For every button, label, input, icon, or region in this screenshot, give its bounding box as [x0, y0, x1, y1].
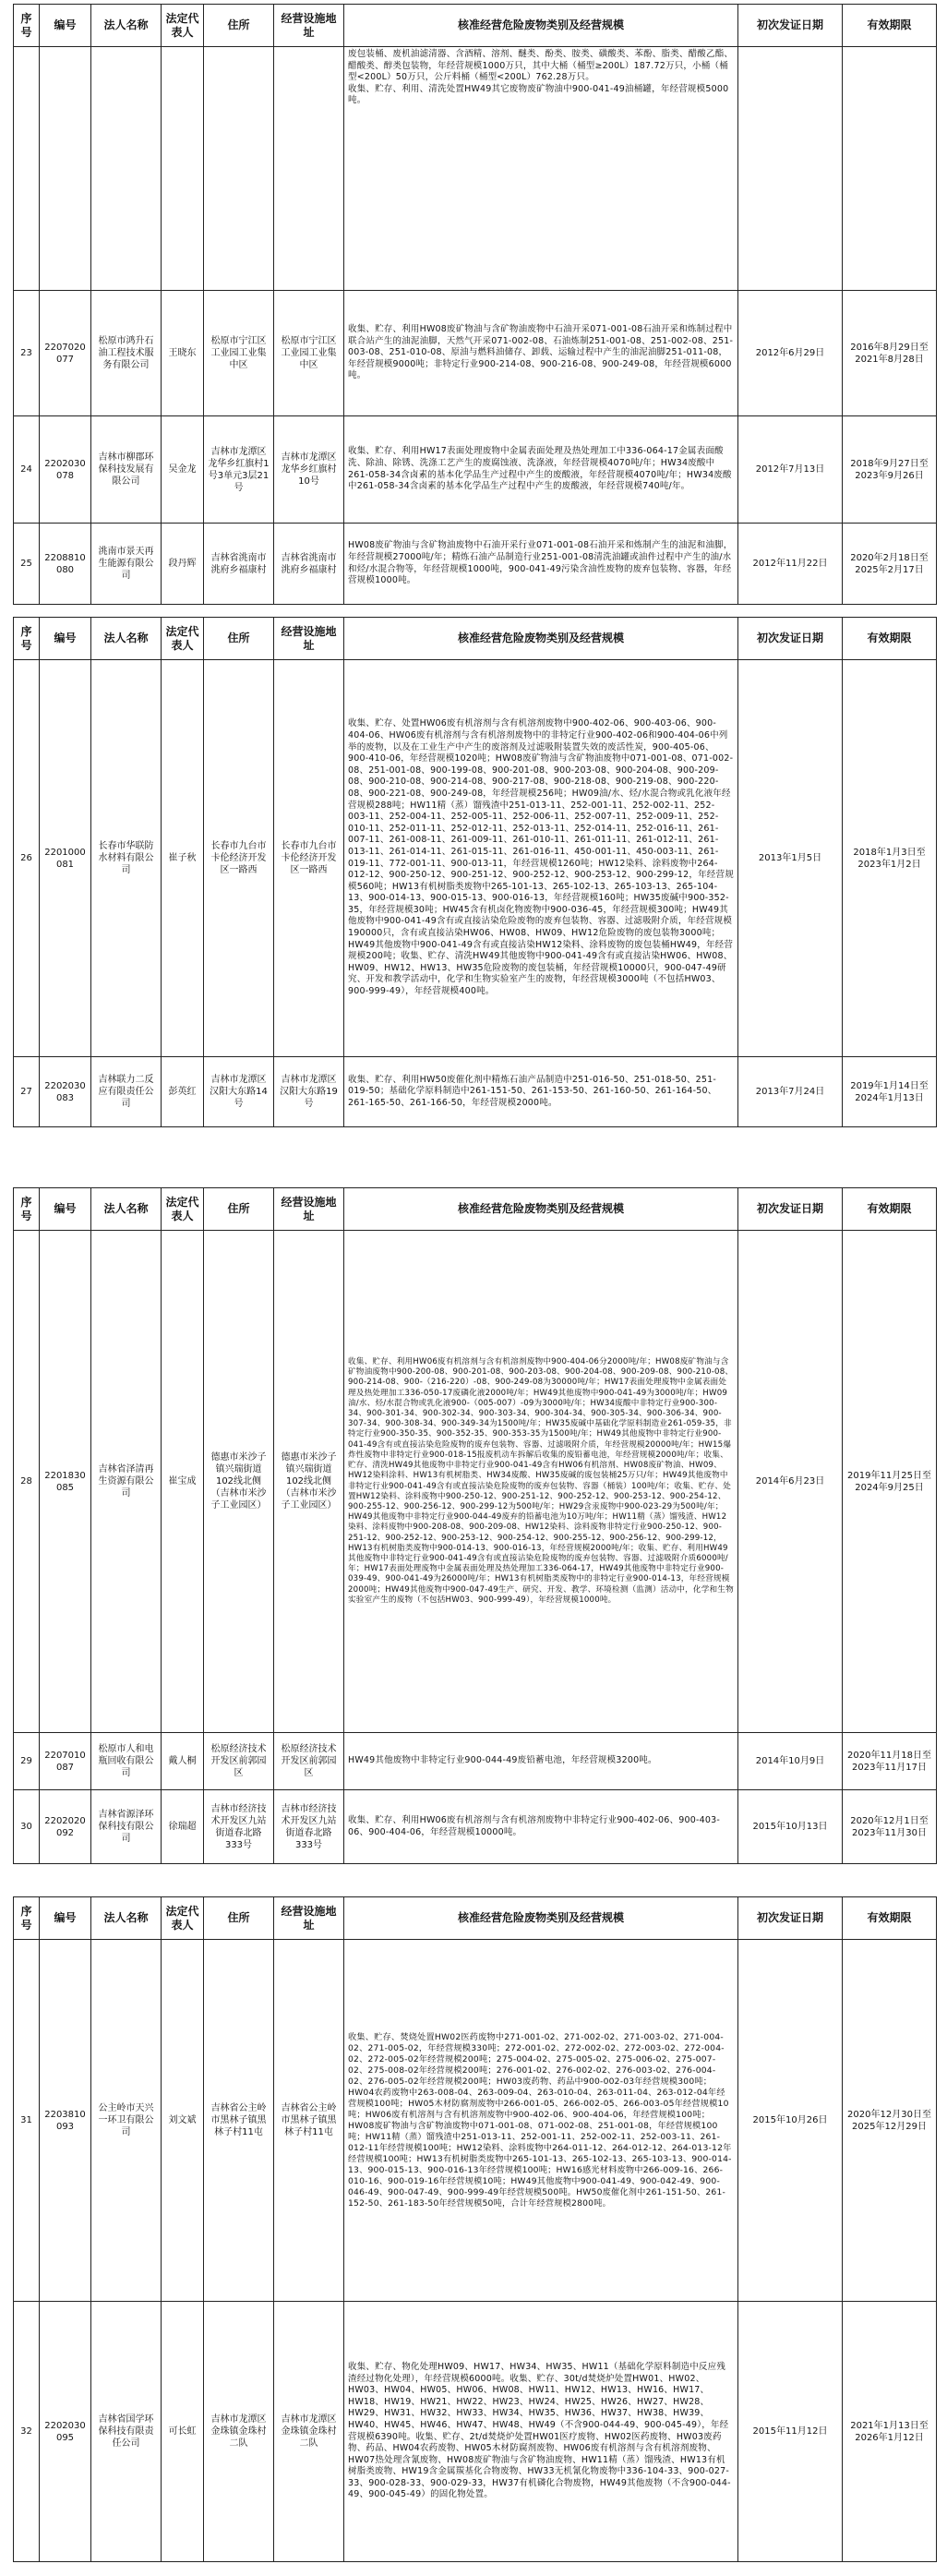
row-rep: 王晓东 — [162, 291, 204, 416]
row-valid: 2020年12月1日至2023年11月30日 — [843, 1790, 937, 1864]
header-addr: 住所 — [204, 1188, 274, 1231]
row-addr: 长春市九台市卡伦经济开发区一路西 — [204, 660, 274, 1057]
row-code: 2202030083 — [40, 1057, 91, 1127]
header-scope: 核准经营危险废物类别及经营规模 — [344, 1897, 738, 1940]
row-scope: 收集、贮存、利用HW08废矿物油与含矿物油废物中石油开采071-001-08石油开采和炼制过程中联合站产生的油泥油脚，天然气开采071-002-08、石油炼制251-001-08、251-002-08、251-003-08、251-010-08、原油与燃料油储存、卸载、运输过程中产生的油泥油脚251-011-08，年经营规模9000吨；非特定行业900-214-08、900-216-08、900-249-08，年经营规模6000吨。 — [344, 291, 738, 416]
row-no: 31 — [14, 1940, 40, 2302]
header-rep: 法定代表人 — [162, 618, 204, 660]
row-valid: 2021年1月13日至2026年1月12日 — [843, 2302, 937, 2562]
row-scope: 收集、贮存、物化处理HW09、HW17、HW34、HW35、HW11（基础化学原料制造中反应残渣经过物化处理），年经营规模6000吨。收集、贮存、30t/d焚烧炉处置HW01、HW02、HW03、HW04、HW05、HW06、HW08、HW11、HW12、HW13、HW16、HW17、HW18、HW19、HW21、HW22、HW23、HW24、HW25、HW26、HW27、HW28、HW29、HW31、HW32、HW33、HW34、HW35、HW36、HW37、HW38、HW39、HW40、HW45、HW46、HW47、HW48、HW49（不含900-044-49、900-045-49），年经营规模6390吨。收集、贮存、2t/d焚烧炉处置HW01医疗废物、HW02医药废物、HW03废药物、药品、HW04农药废物、HW05木材防腐剂废物、HW06废有机溶剂与含有机溶剂废物、HW07热处理含氰废物、HW08废矿物油与含矿物油废物、HW11精（蒸）馏残渣、HW13有机树脂类废物、HW19含金属羰基化合物废物、HW33无机氰化物废物中336-104-33、900-027-33、900-028-33、900-029-33，HW37有机磷化合物废物，HW49其他废物（不含900-044-49、900-045-49）的固化物处置。 — [344, 2302, 738, 2562]
row-facility: 松原经济技术开发区前郭园区 — [274, 1733, 344, 1790]
table-row — [14, 2302, 937, 2562]
row-valid: 2020年12月30日至2025年12月29日 — [843, 1940, 937, 2302]
row-scope: 收集、贮存、处置HW06废有机溶剂与含有机溶剂废物中900-402-06、900-403-06、900-404-06、HW06废有机溶剂与含有机溶剂废物中的非特定行业900-402-06和900-404-06中列举的废物，以及在工业生产中产生的废溶剂及过滤吸附装置失效的废活性炭，900-405-06、900-410-06，年经营规模1020吨；HW08废矿物油与含矿物油废物中071-001-08、071-002-08、251-001-08、900-199-08、900-201-08、900-203-08、900-204-08、900-209-08、900-210-08、900-214-08、900-217-08、900-218-08、900-219-08、900-220-08、900-221-08、900-249-08，年经营规模256吨；HW09油/水、烃/水混合物或乳化液年经营规模288吨；HW11精（蒸）馏残渣中251-013-11、252-001-11、252-002-11、252-003-11、252-004-11、252-005-11、252-006-11、252-007-11、252-009-11、252-010-11、252-011-11、252-012-11、252-013-11、252-014-11、252-016-11、261-007-11、261-008-11、261-009-11、261-010-11、261-011-11、261-012-11、261-013-11、261-014-11、261-015-11、261-016-11、450-001-11、450-003-11、261-019-11、772-001-11、900-013-11，年经营规模1260吨；HW12染料、涂料废物中264-012-12、900-250-12、900-251-12、900-252-12、900-253-12、900-299-12，年经营规模560吨；HW13有机树脂类废物中265-101-13、265-102-13、265-103-13、265-104-13、900-014-13、900-015-13、900-016-13，年经营规模160吨；HW35废碱中900-352-35，年经营规模30吨；HW45含有机卤化物废物中900-036-45，年经营规模300吨；HW49其他废物中900-041-49含有或直接沾染危险废物的废弃包装物、容器、过滤吸附介质，年经营规模190000只，含有或直接沾染HW06、HW08、HW09、HW12危险废物的废包装物3000吨；HW49其他废物中900-041-49含有或直接沾染HW12染料、涂料废物的废包装桶HW49，年经营规模200吨；收集、贮存、清洗HW49其他废物中900-041-49含有或直接沾染HW06、HW08、HW09、HW12、HW13、HW35危险废物的废包装桶，年经营规模10000只，900-047-49研究、开发和教学活动中，化学和生物实验室产生的废物，年经营规模3000吨（不包括HW03、900-999-49），年经营规模400吨。 — [344, 660, 738, 1057]
table-row — [14, 1057, 937, 1127]
row-valid: 2019年1月14日至2024年1月13日 — [843, 1057, 937, 1127]
header-scope: 核准经营危险废物类别及经营规模 — [344, 1188, 738, 1231]
row-no: 24 — [14, 416, 40, 524]
header-addr: 住所 — [204, 1897, 274, 1940]
header-code: 编号 — [40, 1897, 91, 1940]
row-first-date: 2015年11月12日 — [738, 2302, 843, 2562]
header-name: 法人名称 — [91, 1188, 162, 1231]
table-row — [14, 1940, 937, 2302]
row-addr: 吉林市龙潭区龙华乡红旗村1号3单元3层21号 — [204, 416, 274, 524]
table-row — [14, 524, 937, 605]
table-row — [14, 1733, 937, 1790]
row-rep: 崔宝成 — [162, 1231, 204, 1733]
row-valid: 2020年2月18日至2025年2月17日 — [843, 524, 937, 605]
header-name: 法人名称 — [91, 1897, 162, 1940]
header-rep: 法定代表人 — [162, 5, 204, 47]
row-name: 吉林省泽清再生资源有限公司 — [91, 1231, 162, 1733]
row-first-date: 2013年7月24日 — [738, 1057, 843, 1127]
row-rep: 彭英红 — [162, 1057, 204, 1127]
table-row — [14, 47, 937, 291]
header-rep: 法定代表人 — [162, 1188, 204, 1231]
row-first-date: 2012年7月13日 — [738, 416, 843, 524]
table-page-3 — [13, 1187, 936, 1864]
row-name: 松原市人和电瓶回收有限公司 — [91, 1733, 162, 1790]
row-addr: 吉林市龙潭区金珠镇金珠村二队 — [204, 2302, 274, 2562]
table-page-1 — [13, 4, 936, 605]
row-valid: 2020年11月18日至2023年11月17日 — [843, 1733, 937, 1790]
row-first-date: 2013年1月5日 — [738, 660, 843, 1057]
row-no: 29 — [14, 1733, 40, 1790]
row-no: 23 — [14, 291, 40, 416]
row-code: 2202020092 — [40, 1790, 91, 1864]
header-valid: 有效期限 — [843, 1897, 937, 1940]
header-no: 序号 — [14, 1897, 40, 1940]
table-row — [14, 1790, 937, 1864]
header-facility: 经营设施地址 — [274, 1897, 344, 1940]
row-addr: 松原经济技术开发区前郭园区 — [204, 1733, 274, 1790]
row-no: 27 — [14, 1057, 40, 1127]
header-no: 序号 — [14, 1188, 40, 1231]
row-addr: 吉林省洮南市洮府乡福康村 — [204, 524, 274, 605]
row-rep: 戴人桐 — [162, 1733, 204, 1790]
row-rep: 可长虹 — [162, 2302, 204, 2562]
header-scope: 核准经营危险废物类别及经营规模 — [344, 618, 738, 660]
row-code: 2201000081 — [40, 660, 91, 1057]
row-name: 吉林联力二反应有限责任公司 — [91, 1057, 162, 1127]
row-no: 32 — [14, 2302, 40, 2562]
row-facility: 吉林市龙潭区金珠镇金珠村二队 — [274, 2302, 344, 2562]
row-code: 2207010087 — [40, 1733, 91, 1790]
header-addr: 住所 — [204, 618, 274, 660]
row-no: 30 — [14, 1790, 40, 1864]
row-addr: 德惠市米沙子镇兴瑞街道102线北侧（吉林市米沙子工业园区） — [204, 1231, 274, 1733]
row-name: 公主岭市天兴一环卫有限公司 — [91, 1940, 162, 2302]
row-code: 2207020077 — [40, 291, 91, 416]
row-rep: 刘文斌 — [162, 1940, 204, 2302]
row-scope: 收集、贮存、焚烧处置HW02医药废物中271-001-02、271-002-02、271-003-02、271-004-02、271-005-02，年经营规模330吨；272-001-02、272-002-02、272-003-02、272-004-02、272-005-02年经营规模200吨；275-004-02、275-005-02、275-006-02、275-007-02、275-008-02年经营规模200吨；276-001-02、276-002-02、276-003-02、276-004-02、276-005-02年经营规模200吨；HW03废药物、药品中900-002-03年经营规模300吨；HW04农药废物中263-008-04、263-009-04、263-010-04、263-011-04、263-012-04年经营规模100吨；HW05木材防腐剂废物中266-001-05、266-002-05、266-003-05年经营规模10吨；HW06废有机溶剂与含有机溶剂废物中900-402-06、900-404-06，年经营规模100吨；HW08废矿物油与含矿物油废物中071-001-08、071-002-08、251-001-08，年经营规模100吨；HW11精（蒸）馏残渣中251-013-11、252-001-11、252-002-11、252-003-11、261-012-11年经营规模100吨；HW12染料、涂料废物中264-011-12、264-012-12、264-013-12年经营规模100吨；HW13有机树脂类废物中265-101-13、265-102-13、265-103-13、900-014-13、900-015-13、900-016-13年经营规模100吨；HW16感光材料废物中266-009-16、266-010-16、900-019-16年经营规模10吨；HW49其他废物中900-041-49、900-042-49、900-046-49、900-047-49、900-999-49年经营规模500吨。HW50废催化剂中261-151-50、261-152-50、261-183-50年经营规模50吨，合计年经营规模2800吨。 — [344, 1940, 738, 2302]
table-page-2 — [13, 617, 936, 1127]
table-row — [14, 1231, 937, 1733]
row-rep: 段丹辉 — [162, 524, 204, 605]
header-addr: 住所 — [204, 5, 274, 47]
header-rep: 法定代表人 — [162, 1897, 204, 1940]
header-valid: 有效期限 — [843, 5, 937, 47]
row-name: 吉林市柳郡环保科技发展有限公司 — [91, 416, 162, 524]
row-name: 长春市华联防水材料有限公司 — [91, 660, 162, 1057]
row-rep: 吴金龙 — [162, 416, 204, 524]
row-scope: 收集、贮存、利用HW06废有机溶剂与含有机溶剂废物中非特定行业900-402-06、900-403-06、900-404-06，年经营规模10000吨。 — [344, 1790, 738, 1864]
row-first-date: 2014年6月23日 — [738, 1231, 843, 1733]
row-no: 26 — [14, 660, 40, 1057]
row-addr: 松原市宁江区工业园工业集中区 — [204, 291, 274, 416]
header-scope: 核准经营危险废物类别及经营规模 — [344, 5, 738, 47]
row-facility: 松原市宁江区工业园工业集中区 — [274, 291, 344, 416]
header-code: 编号 — [40, 618, 91, 660]
table-row — [14, 660, 937, 1057]
row-no: 25 — [14, 524, 40, 605]
license-table — [13, 4, 937, 605]
row-addr: 吉林省公主岭市黑林子镇黑林子村11屯 — [204, 1940, 274, 2302]
table-header-row — [14, 1897, 937, 1940]
row-no: 28 — [14, 1231, 40, 1733]
header-facility: 经营设施地址 — [274, 618, 344, 660]
header-facility: 经营设施地址 — [274, 5, 344, 47]
row-first-date: 2014年10月9日 — [738, 1733, 843, 1790]
continued-scope: 废包装桶、废机油滤清器、含酒精、溶剂、醚类、酚类、胺类、磺酸类、苯酚、脂类、醋酸乙酯、醋酸类、醇类包装物，年经营规模1000万只，其中大桶（桶型≥200L）187.72万只，小桶（桶型<200L）50万只，公斤料桶（桶型<200L）762.28万只。 收集、贮存、利用、清洗处置HW49其它废物废矿物油中900-041-49油桶罐，年经营规模5000吨。 — [344, 47, 738, 291]
row-scope: 收集、贮存、利用HW17表面处理废物中金属表面处理及热处理加工中336-064-17金属表面酸洗、除油、除锈、洗涤工艺产生的废腐蚀液、洗涤液，年经营规模4070吨/年；HW34废酸中261-058-34含卤素的基本化学品生产过程中产生的废酸液，年经营规模4070吨/年；HW34废酸中261-058-34含卤素的基本化学品生产过程中产生的废酸液，年经营规模740吨/年。 — [344, 416, 738, 524]
header-name: 法人名称 — [91, 5, 162, 47]
license-table — [13, 1187, 937, 1864]
row-facility: 吉林省公主岭市黑林子镇黑林子村11屯 — [274, 1940, 344, 2302]
header-first-date: 初次发证日期 — [738, 1897, 843, 1940]
table-header-row — [14, 618, 937, 660]
row-scope: 收集、贮存、利用HW06废有机溶剂与含有机溶剂废物中900-404-06分2000吨/年；HW08废矿物油与含矿物油废物中900-200-08、900-201-08、900-203-08、900-204-08、900-209-08、900-210-08、900-214-08、900-（216-220）-08、900-249-08为30000吨/年；HW17表面处理废物中金属表面处理及热处理加工336-050-17废磷化液2000吨/年；HW49其他废物中900-041-49为3000吨/年；HW09油/水、烃/水混合物或乳化液900-（005-007）-09为3000吨/年；HW34废酸中非特定行业900-300-34、900-301-34、900-302-34、900-303-34、900-304-34、900-305-34、900-306-34、900-307-34、900-308-34、900-349-34为1500吨/年；HW35废碱中基础化学原料制造业261-059-35，非特定行业900-350-35、900-352-35、900-353-35为1500吨/年；HW49其他废物中非特定行业900-041-49含有或直接沾染危险废物的废弃包装物、容器、过滤吸附介质，年经营规模20000吨/年；HW15爆炸性废物中非特定行业900-018-15报废机动车拆解后收集的废铅蓄电池，年经营规模2000吨/年；收集、贮存、清洗HW49其他废物中非特定行业900-041-49含有HW06有机溶剂、HW08废矿物油、HW09、HW12染料涂料、HW13有机树脂类、HW34废酸、HW35废碱的废包装桶25万只/年；HW49其他废物中非特定行业900-041-49含有或直接沾染危险废物的废弃包装物、容器（桶装）100吨/年；收集、贮存、处置HW12染料、涂料废物中900-250-12、900-251-12、900-252-12、900-253-12、900-254-12、900-255-12、900-256-12、900-299-12为500吨/年；HW29含汞废物中900-023-29为500吨/年；HW49其他废物中非特定行业900-044-49废弃的铅蓄电池为10万吨/年；HW11精（蒸）馏残渣、HW12染料、涂料废物中900-208-08、900-209-08、HW12染料、涂料废物非特定行业900-250-12、900-251-12、900-252-12、900-253-12、900-254-12、900-255-12、900-256-12、900-299-12，HW13有机树脂类废物中900-014-13、900-016-13，年经营规模2000吨/年；收集、贮存、利用HW49其他废物中非特定行业900-041-49含有或直接沾染危险废物的废弃包装物、容器、过滤吸附介质6000吨/年；HW17表面处理废物中金属表面处理及热处理加工336-064-17，HW49其他废物中非特定行业900-039-49、900-041-49为26000吨/年；HW13有机树脂类废物中的非特定行业900-014-13，年经营规模2000吨；HW49其他废物中900-047-49生产、研究、开发、教学、环境检测（监测）活动中，化学和生物实验室产生的废物（不包括HW03、900-999-49），年经营规模1000吨。 — [344, 1231, 738, 1733]
header-valid: 有效期限 — [843, 618, 937, 660]
table-header-row — [14, 1188, 937, 1231]
license-table — [13, 617, 937, 1127]
header-code: 编号 — [40, 1188, 91, 1231]
row-facility: 吉林省洮南市洮府乡福康村 — [274, 524, 344, 605]
row-rep: 徐瑞超 — [162, 1790, 204, 1864]
row-code: 2202030078 — [40, 416, 91, 524]
header-first-date: 初次发证日期 — [738, 618, 843, 660]
row-name: 吉林省源泽环保科技有限公司 — [91, 1790, 162, 1864]
row-scope: 收集、贮存、利用HW50废催化剂中精炼石油产品制造中251-016-50、251-018-50、251-019-50；基础化学原料制造中261-151-50、261-153-50、261-160-50、261-164-50、261-165-50、261-166-50，年经营规模2000吨。 — [344, 1057, 738, 1127]
header-first-date: 初次发证日期 — [738, 5, 843, 47]
license-table — [13, 1896, 937, 2562]
table-header-row — [14, 5, 937, 47]
row-code: 2202030095 — [40, 2302, 91, 2562]
header-facility: 经营设施地址 — [274, 1188, 344, 1231]
row-name: 吉林省国学环保科技有限责任公司 — [91, 2302, 162, 2562]
row-first-date: 2015年10月26日 — [738, 1940, 843, 2302]
row-facility: 长春市九台市卡伦经济开发区一路西 — [274, 660, 344, 1057]
table-page-4 — [13, 1896, 936, 2562]
header-first-date: 初次发证日期 — [738, 1188, 843, 1231]
row-valid: 2018年1月3日至2023年1月2日 — [843, 660, 937, 1057]
row-facility: 吉林市龙潭区龙华乡红旗村10号 — [274, 416, 344, 524]
row-first-date: 2012年11月22日 — [738, 524, 843, 605]
row-valid: 2019年11月25日至2024年9月25日 — [843, 1231, 937, 1733]
row-name: 松原市鸿升石油工程技术服务有限公司 — [91, 291, 162, 416]
header-no: 序号 — [14, 5, 40, 47]
table-row — [14, 291, 937, 416]
row-code: 2203810093 — [40, 1940, 91, 2302]
row-code: 2201830085 — [40, 1231, 91, 1733]
row-addr: 吉林市经济技术开发区九站街道春北路333号 — [204, 1790, 274, 1864]
row-name: 洮南市景天再生能源有限公司 — [91, 524, 162, 605]
row-first-date: 2012年6月29日 — [738, 291, 843, 416]
header-no: 序号 — [14, 618, 40, 660]
table-row — [14, 416, 937, 524]
row-first-date: 2015年10月13日 — [738, 1790, 843, 1864]
row-rep: 崔子秋 — [162, 660, 204, 1057]
row-scope: HW08废矿物油与含矿物油废物中石油开采行业071-001-08石油开采和炼制产生的油泥和油脚，年经营规模27000吨/年；精炼石油产品制造行业251-001-08清洗油罐或油件过程中产生的油/水和烃/水混合物等，年经营规模1000吨，900-041-49污染含油性废物的废弃包装物、容器，年经营规模1000吨。 — [344, 524, 738, 605]
row-code: 2208810080 — [40, 524, 91, 605]
header-valid: 有效期限 — [843, 1188, 937, 1231]
row-facility: 吉林市经济技术开发区九站街道春北路333号 — [274, 1790, 344, 1864]
row-addr: 吉林市龙潭区汉阳大东路14号 — [204, 1057, 274, 1127]
row-valid: 2018年9月27日至2023年9月26日 — [843, 416, 937, 524]
row-facility: 德惠市米沙子镇兴瑞街道102线北侧（吉林市米沙子工业园区） — [274, 1231, 344, 1733]
header-name: 法人名称 — [91, 618, 162, 660]
row-valid: 2016年8月29日至2021年8月28日 — [843, 291, 937, 416]
row-facility: 吉林市龙潭区汉阳大东路19号 — [274, 1057, 344, 1127]
row-scope: HW49其他废物中非特定行业900-044-49废铅蓄电池，年经营规模3200吨。 — [344, 1733, 738, 1790]
header-code: 编号 — [40, 5, 91, 47]
